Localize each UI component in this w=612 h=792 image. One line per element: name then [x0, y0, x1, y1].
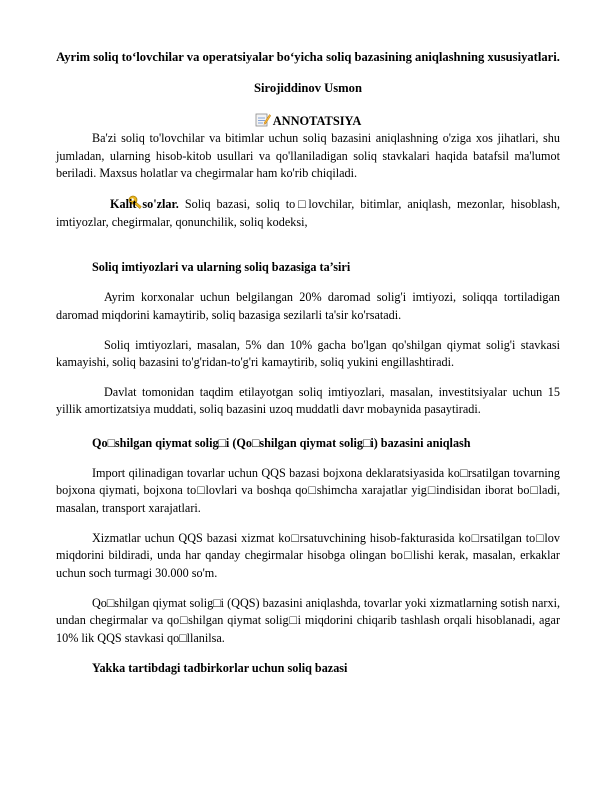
section-heading: Yakka tartibdagi tadbirkorlar uchun soliq bazasi	[92, 660, 348, 675]
annotation-text: Ba'zi soliq to'lovchilar va bitimlar uchun soliq bazasini aniqlashning o'ziga xos jihatlari, shu jumladan, ularning hisob-kitob usullari va qo'llaniladigan soliq stavkalari haqida batafsil ma'lumot beriladi. Maxsus holatlar va chegirmalar ham ko'rib chiqiladi.	[56, 131, 560, 181]
section-paragraph: Import qilinadigan tovarlar uchun QQS bazasi bojxona deklaratsiyasida ko□rsatilgan tovarning bojxona qiymati, bojxona to□lovlari va boshqa qo□shimcha xarajatlar yig□indisidan iborat bo□ladi, masalan, transport xarajatlari.	[56, 465, 560, 516]
section-paragraph: Xizmatlar uchun QQS bazasi xizmat ko□rsatuvchining hisob-fakturasida ko□rsatilgan to□lov miqdorini bildiradi, unda har qanday chegirmalar hisobga olingan bo□lishi kerak, masalan, erkaklar uchun soch turmagi 30.000 so'm.	[56, 530, 560, 580]
section-heading: Qo□shilgan qiymat solig□i (Qo□shilgan qiymat solig□i) bazasini aniqlash	[92, 436, 471, 451]
section-paragraph: Soliq imtiyozlari, masalan, 5% dan 10% gacha bo'lgan qo'shilgan qiymat solig'i stavkasi kamayishi, soliq bazasini to'g'ridan-to'g'ri kamaytirib, soliq yukini engillashtiradi.	[56, 337, 560, 370]
memo-pencil-icon	[255, 112, 271, 127]
document-title: Ayrim soliq to‘lovchilar va operatsiyalar bo‘yicha soliq bazasining aniqlashning xususiyatlari.	[56, 50, 560, 64]
section-heading: Soliq imtiyozlari va ularning soliq bazasiga ta’siri	[92, 260, 351, 275]
keywords-paragraph	[56, 195, 560, 231]
section-paragraph: Davlat tomonidan taqdim etilayotgan soliq imtiyozlari, masalan, investitsiyalar uchun 15 yillik amortizatsiya muddati, soliq bazasini uzoq muddatli davr mobaynida pasaytiradi.	[56, 384, 560, 417]
section-paragraph: Ayrim korxonalar uchun belgilangan 20% daromad solig'i imtiyozi, soliqqa tortiladigan daromad miqdorini kamaytirib, soliq bazasiga sezilarli ta'sir ko'rsatadi.	[56, 290, 560, 322]
annotation-heading: ANNOTATSIYA	[272, 113, 362, 128]
document-page	[56, 48, 560, 690]
key-icon	[92, 195, 108, 210]
keywords-label: Kalit so'zlar.	[110, 197, 179, 212]
author-name: Sirojiddinov Usmon	[254, 81, 362, 95]
keywords-text: Soliq bazasi, soliq to□lovchilar, bitimlar, aniqlash, mezonlar, hisoblash, imtiyozlar, chegirmalar, qonunchilik, soliq kodeksi,	[56, 197, 560, 229]
section-paragraph: Qo□shilgan qiymat solig□i (QQS) bazasini aniqlashda, tovarlar yoki xizmatlarning sotish narxi, undan chegirmalar va qo□shilgan qiymat solig□i miqdorini chiqarib tashlash orqali hisoblanadi, agar 10% lik QQS stavkasi qo□llanilsa.	[56, 595, 560, 645]
annotation-heading-row	[56, 112, 560, 131]
